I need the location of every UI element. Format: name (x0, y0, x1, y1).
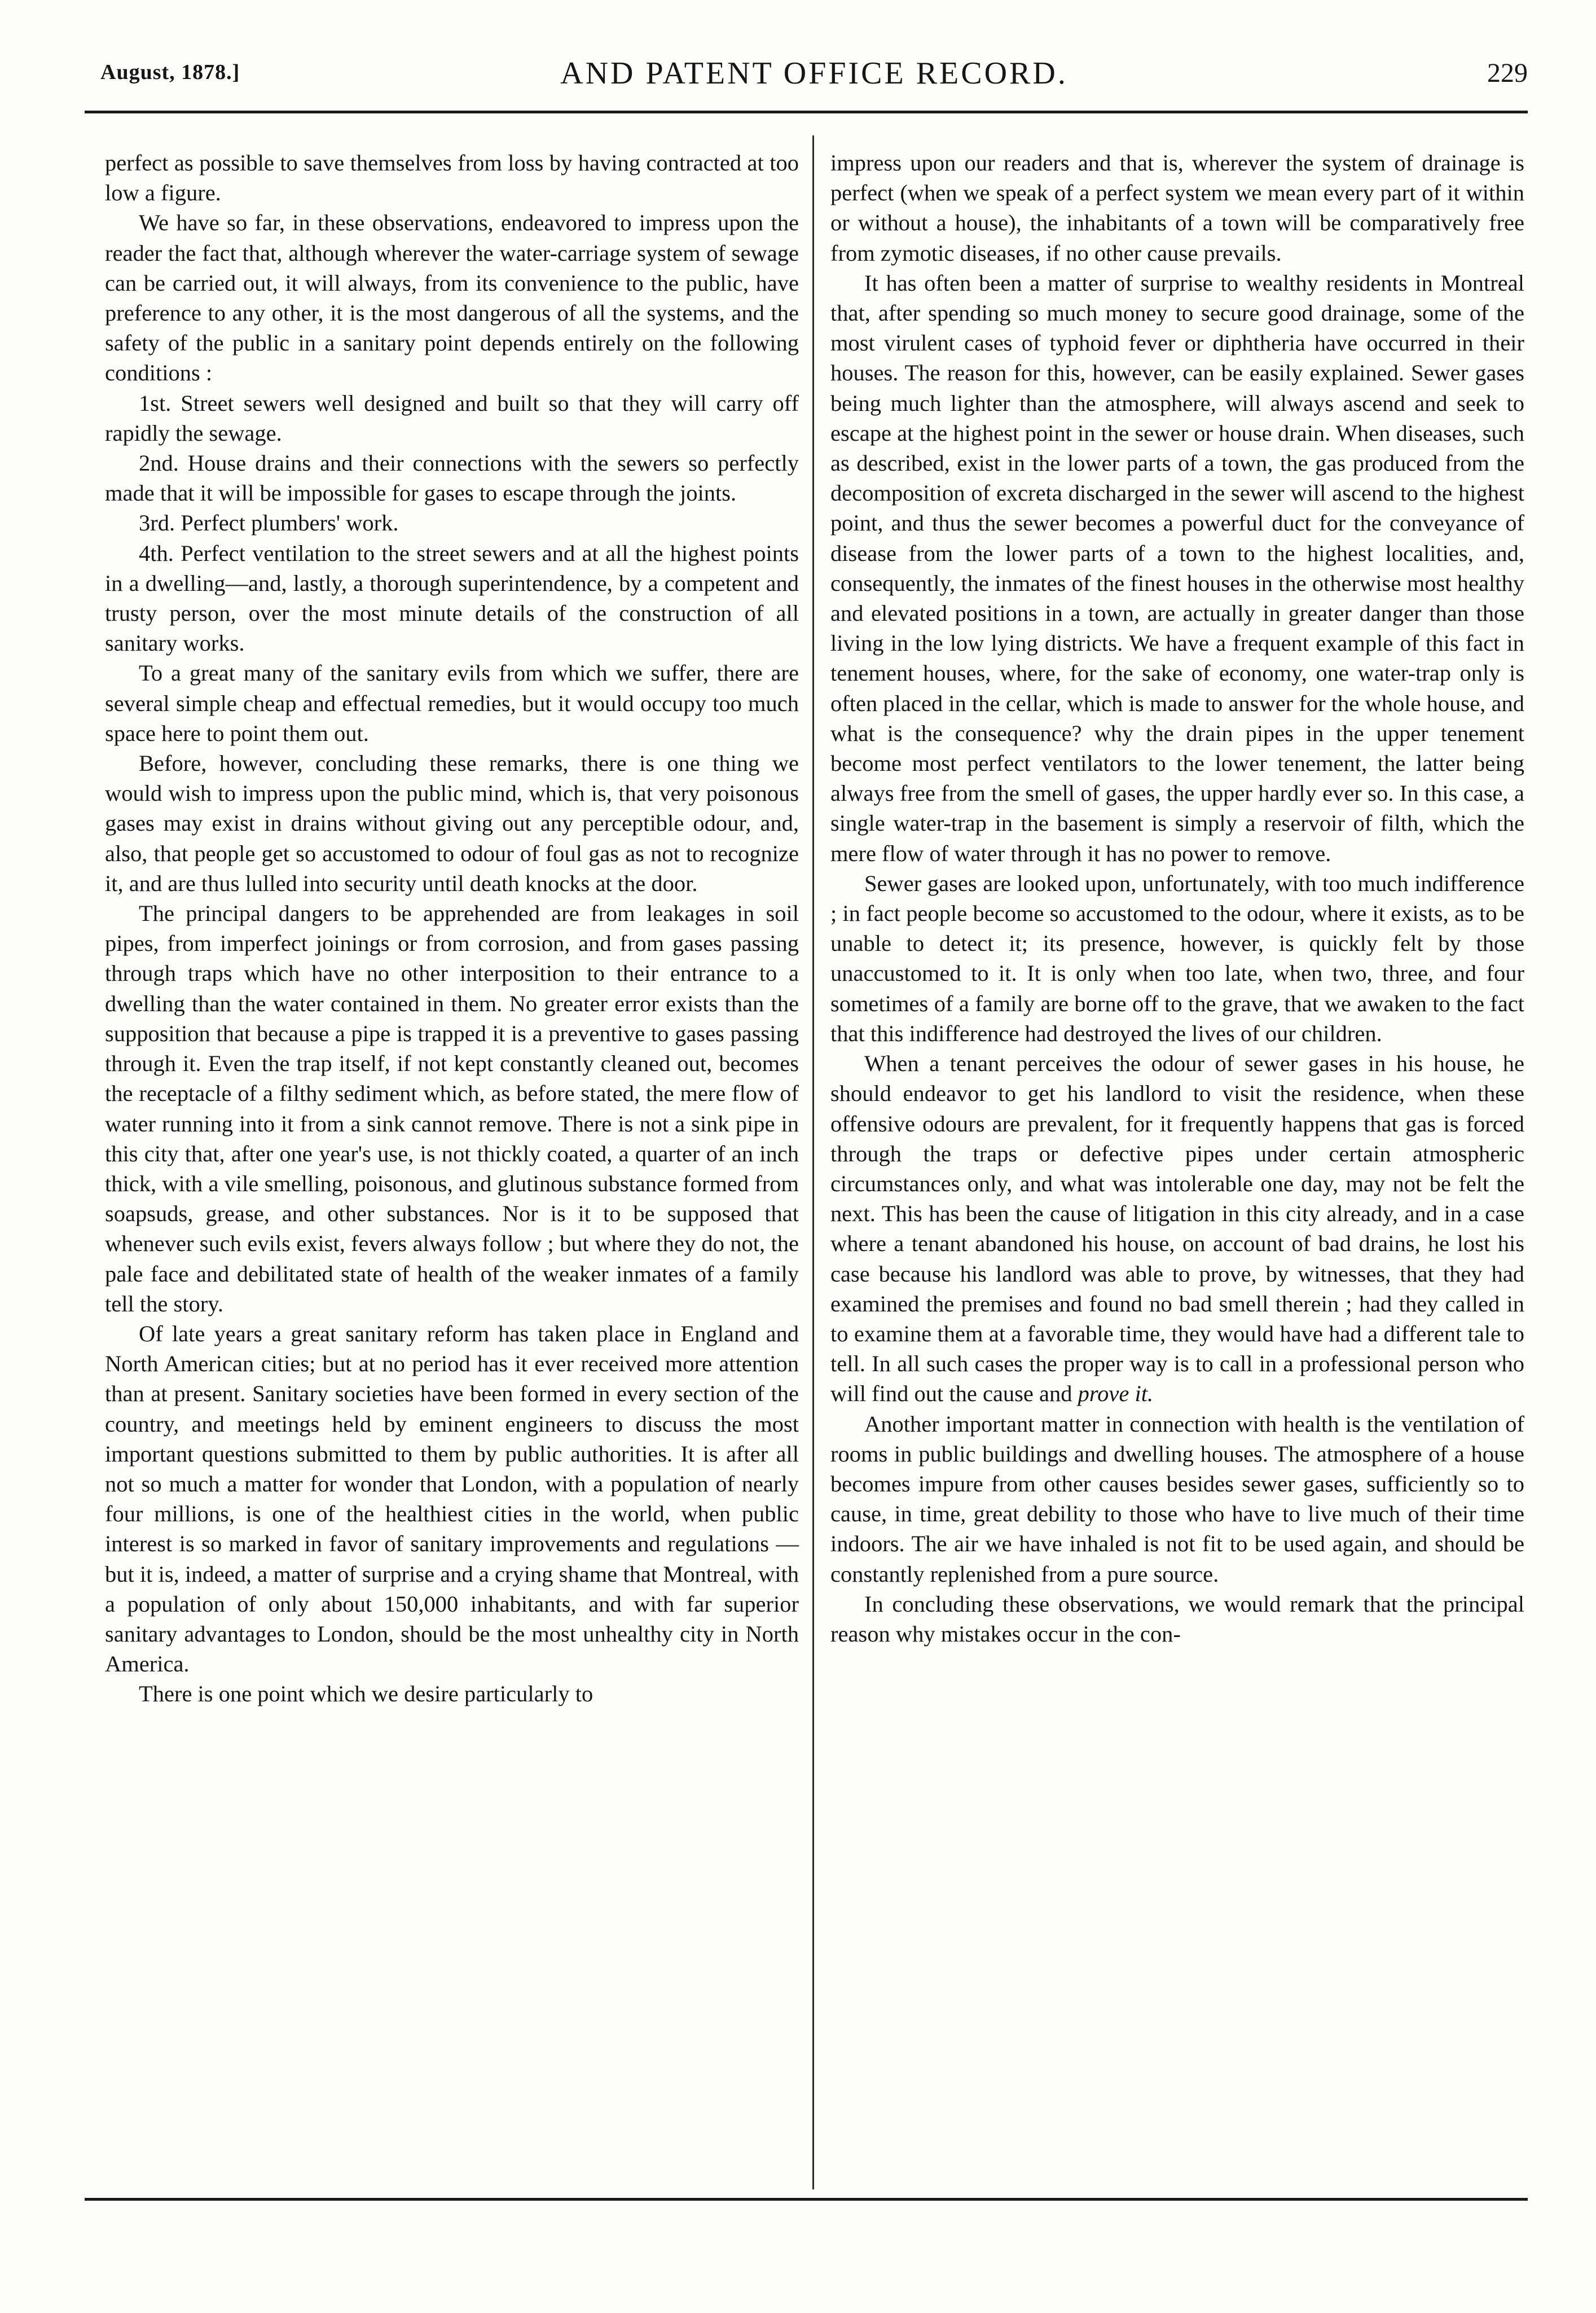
italic-phrase: prove it. (1078, 1381, 1154, 1407)
condition-item: 2nd. House drains and their connections with the sewers so perfectly made that it will be impossible for gases to escape through the joints. (105, 450, 799, 506)
paragraph: The principal dangers to be apprehended are from leakages in soil pipes, from imperfect joinings or from corrosion, and from gases passing through traps which have no other interposition to their entrance to a dwelling than the water contained in them. No greater error exists than the supposition that because a pipe is trapped it is a preventive to gases passing through it. Even the trap itself, if not kept constantly cleaned out, becomes the receptacle of a filthy sediment which, as before stated, the mere flow of water running into it from a sink cannot remove. There is not a sink pipe in this city that, after one year's use, is not thickly coated, a quarter of an inch thick, with a vile smelling, poisonous, and glutinous substance formed from soapsuds, grease, and other substances. Nor is it to be supposed that whenever such evils exist, fevers always follow ; but where they do not, the pale face and debilitated state of health of the weaker inmates of a family tell the story. (105, 901, 799, 1316)
paragraph (830, 1048, 1524, 1408)
condition-item: 4th. Perfect ventilation to the street sewers and at all the highest points in a dwelling—and, lastly, a thorough superintendence, by a competent and trusty person, over the most minute details of the construction of all sanitary works. (105, 540, 799, 656)
paragraph: impress upon our readers and that is, wherever the system of drainage is perfect (when we speak of a perfect system we mean every part of it within or without a house), the inhabitants of a town will be comparatively free from zymotic diseases, if no other cause prevails. (830, 150, 1524, 266)
paragraph: We have so far, in these observations, endeavored to impress upon the reader the fact that, although wherever the water-carriage system of sewage can be carried out, it will always, from its convenience to the public, have preference to any other, it is the most dangerous of all the systems, and the safety of the public in a sanitary point depends entirely on the following conditions : (105, 210, 799, 386)
paragraph-text: When a tenant perceives the odour of sewer gases in his house, he should endeavor to get his landlord to visit the residence, when these offensive odours are prevalent, for it frequently happens that gas is forced through the traps or defective pipes under certain atmospheric circumstances only, and what was intolerable one day, may not be felt the next. This has been the cause of litigation in this city already, and in a case where a tenant abandoned his house, on account of bad drains, he lost his case because his landlord was able to prove, by witnesses, that they had examined the premises and found no bad smell therein ; had they called in to examine them at a favorable time, they would have had a different tale to tell. In all such cases the proper way is to call in a professional person who will find out the cause and (830, 1051, 1524, 1407)
right-column (830, 148, 1524, 1649)
footer-rule (85, 2198, 1528, 2201)
publication-title: AND PATENT OFFICE RECORD. (560, 56, 1068, 91)
paragraph: It has often been a matter of surprise to wealthy residents in Montreal that, after spending so much money to secure good drainage, some of the most virulent cases of typhoid fever or diphtheria have occurred in their houses. The reason for this, however, can be easily explained. Sewer gases being much lighter than the atmosphere, will always ascend and seek to escape at the highest point in the sewer or house drain. When diseases, such as described, exist in the lower parts of a town, the gas produced from the decomposition of excreta discharged in the sewer will ascend to the highest point, and thus the sewer becomes a powerful duct for the conveyance of disease from the lower parts of a town to the highest localities, and, consequently, the inmates of the finest houses in the otherwise most healthy and elevated positions in a town, are actually in greater danger than those living in the low lying districts. We have a frequent example of this fact in tenement houses, where, for the sake of economy, one water-trap only is often placed in the cellar, which is made to answer for the whole house, and what is the consequence? why the drain pipes in the upper tenement become most perfect ventilators to the lower tenement, the latter being always free from the smell of gases, the upper hardly ever so. In this case, a single water-trap in the basement is simply a reservoir of filth, which the mere flow of water through it has no power to remove. (830, 270, 1524, 866)
paragraph: In concluding these observations, we would remark that the principal reason why mistakes occur in the con- (830, 1591, 1524, 1647)
column-divider (812, 135, 814, 2189)
paragraph: Sewer gases are looked upon, unfortunately, with too much indifference ; in fact people become so accustomed to the odour, where it exists, as to be unable to detect it; its presence, however, is quickly felt by those unaccustomed to it. It is only when too late, when two, three, and four sometimes of a family are borne off to the grave, that we awaken to the fact that this indifference had destroyed the lives of our children. (830, 870, 1524, 1046)
paragraph: To a great many of the sanitary evils from which we suffer, there are several simple cheap and effectual remedies, but it would occupy too much space here to point them out. (105, 660, 799, 746)
paragraph: Of late years a great sanitary reform has taken place in England and North American cities; but at no period has it ever received more attention than at present. Sanitary societies have been formed in every section of the country, and meetings held by eminent engineers to discuss the most important questions submitted to them by public authorities. It is after all not so much a matter for wonder that London, with a population of nearly four millions, is one of the healthiest cities in the world, when public interest is so marked in favor of sanitary improvements and regulations — but it is, indeed, a matter of surprise and a crying shame that Montreal, with a population of only about 150,000 inhabitants, and with far superior sanitary advantages to London, should be the most unhealthy city in North America. (105, 1320, 799, 1677)
paragraph: Another important matter in connection with health is the ventilation of rooms in public buildings and dwelling houses. The atmosphere of a house becomes impure from other causes besides sewer gases, sufficiently so to cause, in time, great debility to those who have to live much of their time indoors. The air we have inhaled is not fit to be used again, and should be constantly replenished from a pure source. (830, 1411, 1524, 1587)
paragraph: perfect as possible to save themselves from loss by having contracted at too low a figure. (105, 150, 799, 206)
running-head (100, 55, 1528, 106)
condition-item: 3rd. Perfect plumbers' work. (139, 510, 399, 536)
paragraph: Before, however, concluding these remarks, there is one thing we would wish to impress upon the public mind, which is, that very poisonous gases may exist in drains without giving out any perceptible odour, and, also, that people get so accustomed to odour of foul gas as not to recognize it, and are thus lulled into security until death knocks at the door. (105, 750, 799, 896)
condition-item: 1st. Street sewers well designed and built so that they will carry off rapidly the sewage. (105, 390, 799, 446)
issue-date: August, 1878.] (100, 60, 240, 84)
header-rule (85, 111, 1528, 113)
page-number: 229 (1487, 58, 1528, 88)
paragraph: There is one point which we desire particularly to (139, 1681, 593, 1707)
left-column (105, 148, 799, 1709)
